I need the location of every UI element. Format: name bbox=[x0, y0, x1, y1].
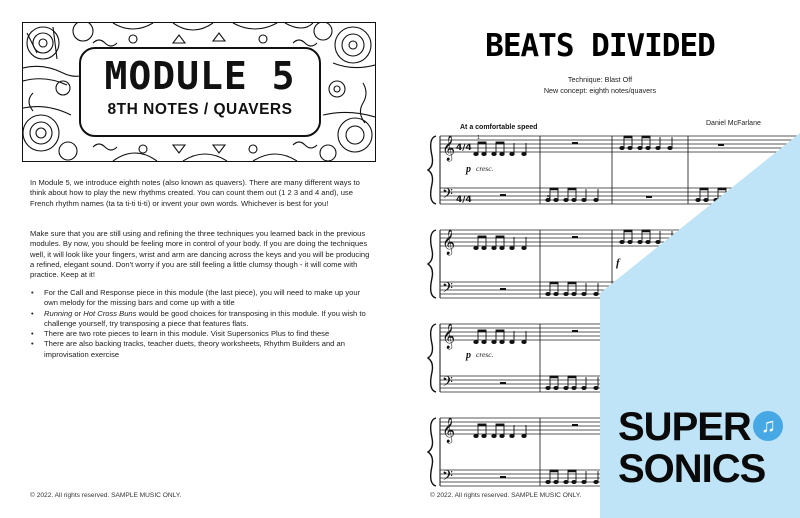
module-title-box bbox=[79, 47, 321, 137]
time-sig-treble: 4/4 bbox=[456, 143, 472, 153]
module-title: MODULE 5 bbox=[104, 54, 296, 98]
list-item bbox=[30, 288, 370, 309]
song-title: BEATS DIVIDED bbox=[485, 28, 715, 64]
logo-line-1: SUPER ♫ bbox=[618, 406, 788, 448]
piece-title-hot-cross-buns: Hot Cross Buns bbox=[83, 308, 137, 318]
bullet-text: There are two rote pieces to learn in this module. Visit Supersonics Plus to find these bbox=[44, 329, 330, 339]
concept-label: New concept: eighth notes/quavers bbox=[543, 86, 657, 95]
dynamic-cresc: cresc. bbox=[476, 350, 494, 359]
bullet-text: There are also backing tracks, teacher duets, theory worksheets, Rhythm Builders and an improvisation exercise bbox=[44, 339, 345, 359]
dynamic-p: p bbox=[466, 350, 471, 361]
list-item bbox=[30, 309, 370, 330]
time-sig-bass: 4/4 bbox=[456, 195, 472, 205]
dynamic-p: p bbox=[466, 164, 471, 175]
bullet-text: would be good choices for transposing in this module. If you wish to challenge yourself, try transposing a piece that features flats. bbox=[44, 308, 366, 328]
left-footer: © 2022. All rights reserved. SAMPLE MUSIC ONLY. bbox=[30, 492, 182, 499]
list-item bbox=[30, 339, 370, 360]
fingering-rh: 1 bbox=[477, 135, 480, 141]
module-banner bbox=[22, 22, 376, 162]
technique-paragraph: Make sure that you are still using and refining the three techniques you learned back in the previous modules. By now, you should be feeling more in control of your body. If you are doing the techniques well, it will look like your fingers, wrist and arm are dancing across the keys and you will be producing a refined, elegant sound. Don't worry if you are still feeling a little clumsy though - it will come with practice. Keep at it! bbox=[30, 229, 370, 280]
dynamic-cresc: cresc. bbox=[476, 164, 494, 173]
music-score: 𝄞 𝄢 4/4 4/4 1 5 p cresc. f p cresc. bbox=[400, 0, 800, 518]
composer-name: Daniel McFarlane bbox=[706, 120, 761, 127]
fingering-lh: 5 bbox=[547, 195, 550, 201]
module-subtitle: 8TH NOTES / QUAVERS bbox=[107, 101, 293, 118]
list-item bbox=[30, 329, 370, 339]
right-footer: © 2022. All rights reserved. SAMPLE MUSIC ONLY. bbox=[430, 492, 582, 499]
technique-label: Technique: Blast Off bbox=[567, 75, 633, 84]
logo-line-2: SONICS bbox=[618, 447, 766, 491]
tempo-marking: At a comfortable speed bbox=[460, 124, 538, 131]
intro-paragraph: In Module 5, we introduce eighth notes (also known as quavers). There are many different ways to think about how to play the new rhythms created. You can count them out (1 2 3 and 4 and), use French rhythm names (ta ta ti-ti ti-ti) or invent your own words. Whichever is best for you! bbox=[30, 178, 360, 208]
piece-title-running: Running bbox=[44, 308, 73, 318]
dynamic-f: f bbox=[616, 257, 620, 269]
bullet-text: For the Call and Response piece in this module (the last piece), you will need to make up your own melody for the missing bars and come up with a title bbox=[44, 288, 361, 308]
notes-list bbox=[30, 288, 370, 360]
supersonics-logo bbox=[618, 406, 788, 490]
bullet-or: or bbox=[72, 308, 84, 318]
music-note-icon: ♫ bbox=[753, 411, 783, 441]
